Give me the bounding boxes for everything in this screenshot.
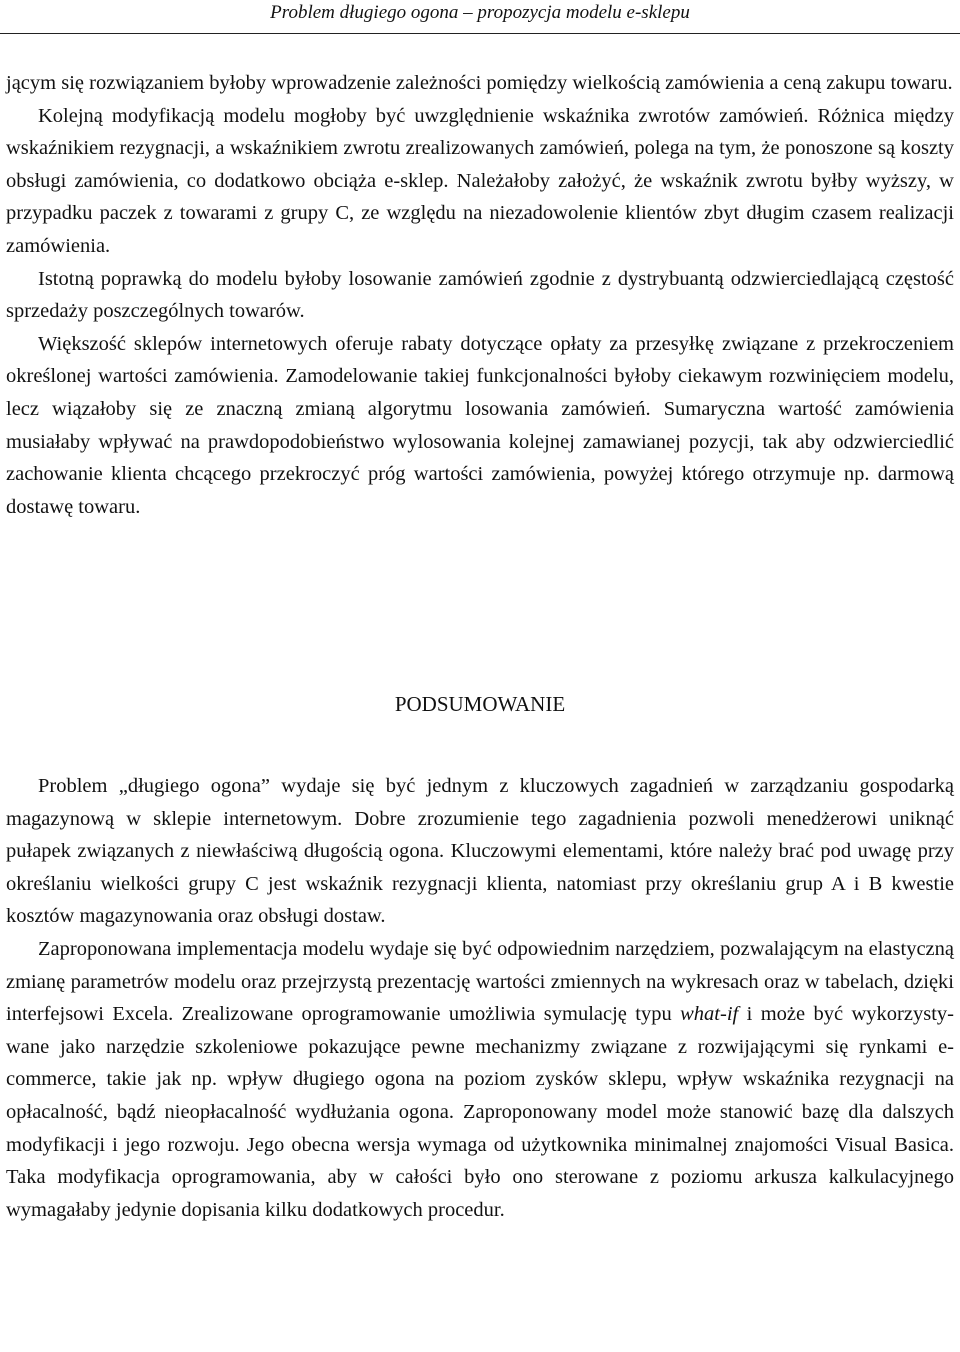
paragraph-order-sampling: Istotną poprawką do modelu byłoby losowanie zamówień zgodnie z dystrybuantą odzwierciedlającą częstość sprzedaży poszczególnych towarów.	[6, 267, 954, 323]
section-heading-summary: PODSUMOWANIE	[394, 692, 566, 716]
summary-text	[6, 770, 954, 1226]
paragraph-shipping-discounts: Większość sklepów internetowych oferuje rabaty dotyczące opłaty za przesyłkę związane z przekroczeniem określonej wartości zamówienia. Zamodelowanie takiej funkcjonalności byłoby ciekawym rozwinięciem modelu, lecz wiązałoby się ze znaczną zmianą algorytmu losowania zamówień. Sumaryczna wartość zamówienia musiałaby wpływać na prawdopodobieństwo wylosowania kolejnej zamawianej pozycji, tak aby odzwierciedlić zachowanie klienta chcącego przekroczyć próg wartości zamówienia, powyżej którego otrzymuje np. darmową dostawę towaru.	[6, 332, 954, 518]
paragraph-continuation: jącym się rozwiązaniem byłoby wprowadzenie zależności pomiędzy wielkością zamówienia a ceną zakupu towaru.	[6, 72, 953, 94]
summary-paragraph-implementation	[6, 933, 954, 1226]
body-text	[6, 67, 954, 523]
paragraph-returns-modification: Kolejną modyfikacją modelu mogłoby być uwzględnienie wskaźnika zwrotów zamówień. Różnica między wskaźnikiem rezygnacji, a wskaźnikiem zwrotu zrealizowanych zamówień, polega na tym, że ponoszone są koszty obsługi zamówienia, co dodatkowo obciąża e-sklep. Należałoby założyć, że wskaźnik zwrotu byłby wyższy, w przypadku paczek z towarami z grupy C, ze względu na niezadowolenie klientów zbyt długim czasem realizacji zamówienia.	[6, 104, 954, 257]
running-header: Problem długiego ogona – propozycja modelu e-sklepu	[270, 2, 690, 23]
summary-text-part: i może być wykorzystywane jako narzędzie szkoleniowe pokazujące pewne mechanizmy związane z rozwijającymi się rynkami e-commerce, takie jak np. wpływ długiego ogona na poziom zysków sklepu, wpływ wskaźnika rezygnacji na opłacalność, bądź nieopłacalność wydłużania ogona. Zaproponowany model może stanowić bazę dla dalszych modyfikacji i jego rozwoju. Jego obecna wersja wymaga od użytkownika minimalnej znajomości Visual Basica. Taka modyfikacja oprogramowania, aby w całości było ono sterowane z poziomu arkusza kalkulacyjnego wymagałaby jedynie dopisania kilku dodatkowych procedur.	[6, 1003, 954, 1221]
header-divider	[0, 33, 960, 34]
summary-text-part: Zaproponowana implementacja modelu wydaje się być odpowiednim narzędziem, pozwalającym na elastyczną zmianę parametrów modelu oraz przejrzystą prezentację wartości zmiennych na wykresach oraz w tabelach, dzięki interfejsowi Excela. Zrealizowane oprogramowanie umożliwia symulację typu	[6, 937, 954, 1026]
summary-paragraph-long-tail: Problem „długiego ogona” wydaje się być jednym z kluczowych zagadnień w zarządzaniu gospodarką magazynową w sklepie internetowym. Dobre zrozumienie tego zagadnienia pozwoli menedżerowi uniknąć pułapek związanych z niewłaściwą długością ogona. Kluczowymi elementami, które należy brać pod uwagę przy określaniu wielkości grupy C jest wskaźnik rezygnacji klienta, natomiast przy określaniu grup A i B kwestie kosztów magazynowania oraz obsługi dostaw.	[6, 775, 954, 928]
what-if-term: what-if	[680, 1003, 739, 1026]
